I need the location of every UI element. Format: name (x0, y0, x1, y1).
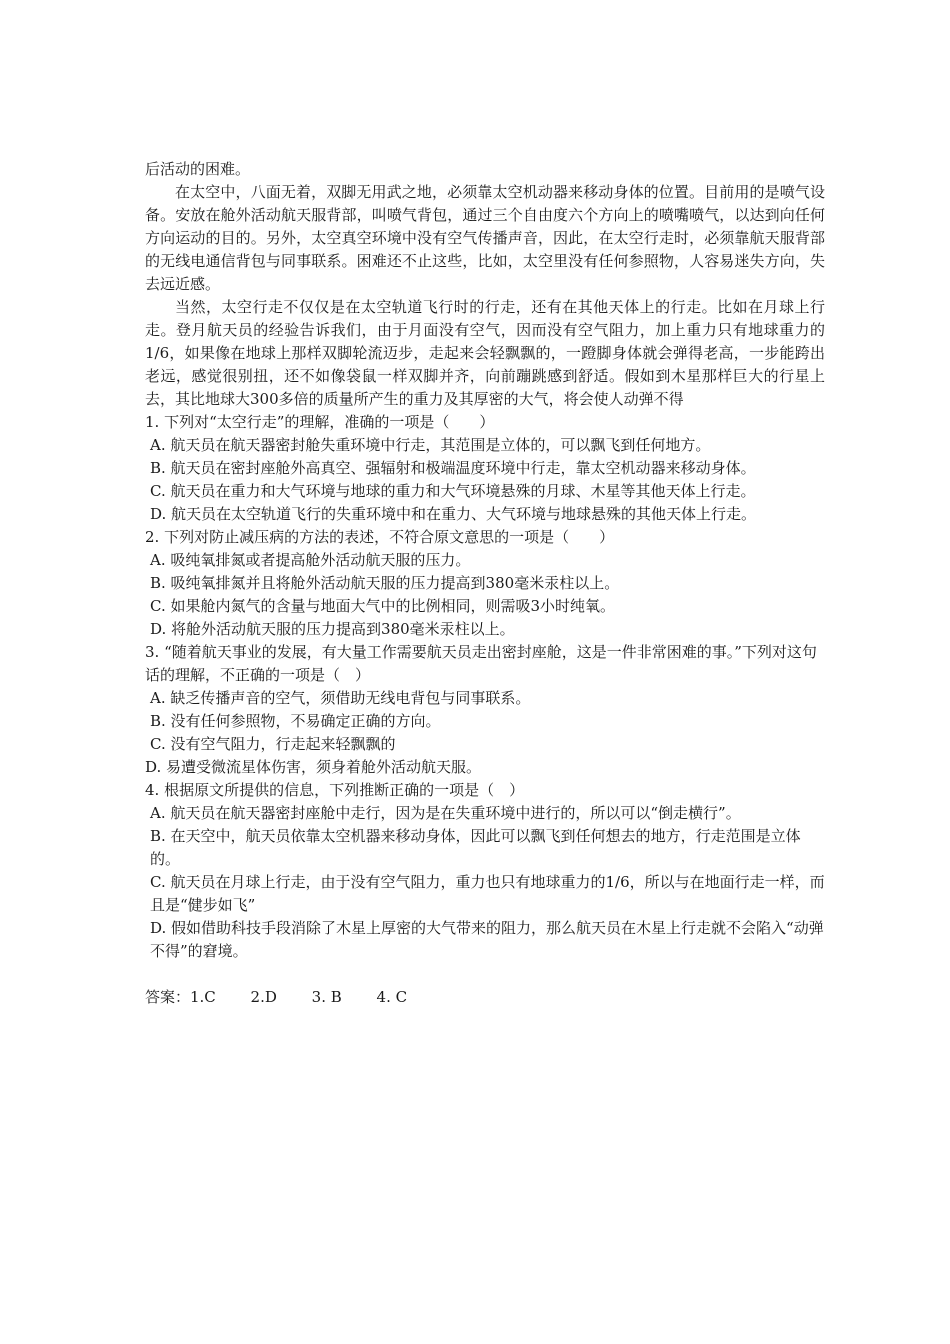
question-stem: 1. 下列对“太空行走”的理解，准确的一项是（ ） (145, 413, 495, 431)
option-c: C. 航天员在月球上行走，由于没有空气阻力，重力也只有地球重力的1/6，所以与在地面行走一样，而且是“健步如飞” (150, 873, 825, 914)
option-a: A. 吸纯氧排氮或者提高舱外活动航天服的压力。 (150, 551, 471, 569)
option-b: B. 吸纯氧排氮并且将舱外活动航天服的压力提高到380毫米汞柱以上。 (150, 574, 620, 592)
option-b: B. 没有任何参照物，不易确定正确的方向。 (150, 712, 441, 730)
option-d: D. 假如借助科技手段消除了木星上厚密的大气带来的阻力，那么航天员在木星上行走就不会陷入“动弹不得”的窘境。 (150, 919, 824, 960)
question-1 (145, 411, 825, 526)
passage-paragraph-1: 在太空中，八面无着，双脚无用武之地，必须靠太空机动器来移动身体的位置。目前用的是喷气设备。安放在舱外活动航天服背部，叫喷气背包，通过三个自由度六个方向上的喷嘴喷气，以达到向任何方向运动的目的。另外，太空真空环境中没有空气传播声音，因此，在太空行走时，必须靠航天服背部的无线电通信背包与同事联系。困难还不止这些，比如，太空里没有任何参照物，人容易迷失方向，失去远近感。 (145, 183, 825, 293)
question-stem: 2. 下列对防止减压病的方法的表述，不符合原文意思的一项是（ ） (145, 528, 615, 546)
option-d: D. 易遭受微流星体伤害，须身着舱外活动航天服。 (145, 758, 482, 776)
passage-paragraph-0: 后活动的困难。 (145, 160, 251, 178)
option-a: A. 航天员在航天器密封座舱中走行，因为是在失重环境中进行的，所以可以“倒走横行”。 (150, 804, 741, 822)
option-c: C. 没有空气阻力，行走起来轻飘飘的 (150, 735, 396, 753)
passage-paragraph-2: 当然，太空行走不仅仅是在太空轨道飞行时的行走，还有在其他天体上的行走。比如在月球上行走。登月航天员的经验告诉我们，由于月面没有空气，因而没有空气阻力，加上重力只有地球重力的1/6，如果像在地球上那样双脚轮流迈步，走起来会轻飘飘的，一蹬脚身体就会弹得老高，一步能跨出老远，感觉很别扭，还不如像袋鼠一样双脚并齐，向前蹦跳感到舒适。假如到木星那样巨大的行星上去，其比地球大300多倍的质量所产生的重力及其厚密的大气，将会使人动弹不得 (145, 298, 825, 408)
document-page (145, 158, 825, 1009)
option-c: C. 航天员在重力和大气环境与地球的重力和大气环境悬殊的月球、木星等其他天体上行走。 (150, 482, 756, 500)
option-d: D. 将舱外活动航天服的压力提高到380毫米汞柱以上。 (150, 620, 515, 638)
option-a: A. 航天员在航天器密封舱失重环境中行走，其范围是立体的，可以飘飞到任何地方。 (150, 436, 711, 454)
question-2 (145, 526, 825, 641)
option-d: D. 航天员在太空轨道飞行的失重环境中和在重力、大气环境与地球悬殊的其他天体上行走。 (150, 505, 757, 523)
question-4 (145, 779, 825, 963)
option-a: A. 缺乏传播声音的空气，须借助无线电背包与同事联系。 (150, 689, 531, 707)
question-stem: 3. “随着航天事业的发展，有大量工作需要航天员走出密封座舱，这是一件非常困难的事。”下列对这句话的理解，不正确的一项是（ ） (145, 643, 817, 684)
option-c: C. 如果舱内氮气的含量与地面大气中的比例相同，则需吸3小时纯氧。 (150, 597, 616, 615)
answer-key: 答案：1.C 2.D 3. B 4. C (145, 988, 408, 1006)
option-b: B. 在天空中，航天员依靠太空机器来移动身体，因此可以飘飞到任何想去的地方，行走范围是立体的。 (150, 827, 801, 868)
question-3 (145, 641, 825, 779)
option-b: B. 航天员在密封座舱外高真空、强辐射和极端温度环境中行走，靠太空机动器来移动身体。 (150, 459, 756, 477)
question-stem: 4. 根据原文所提供的信息，下列推断正确的一项是（ ） (145, 781, 525, 799)
